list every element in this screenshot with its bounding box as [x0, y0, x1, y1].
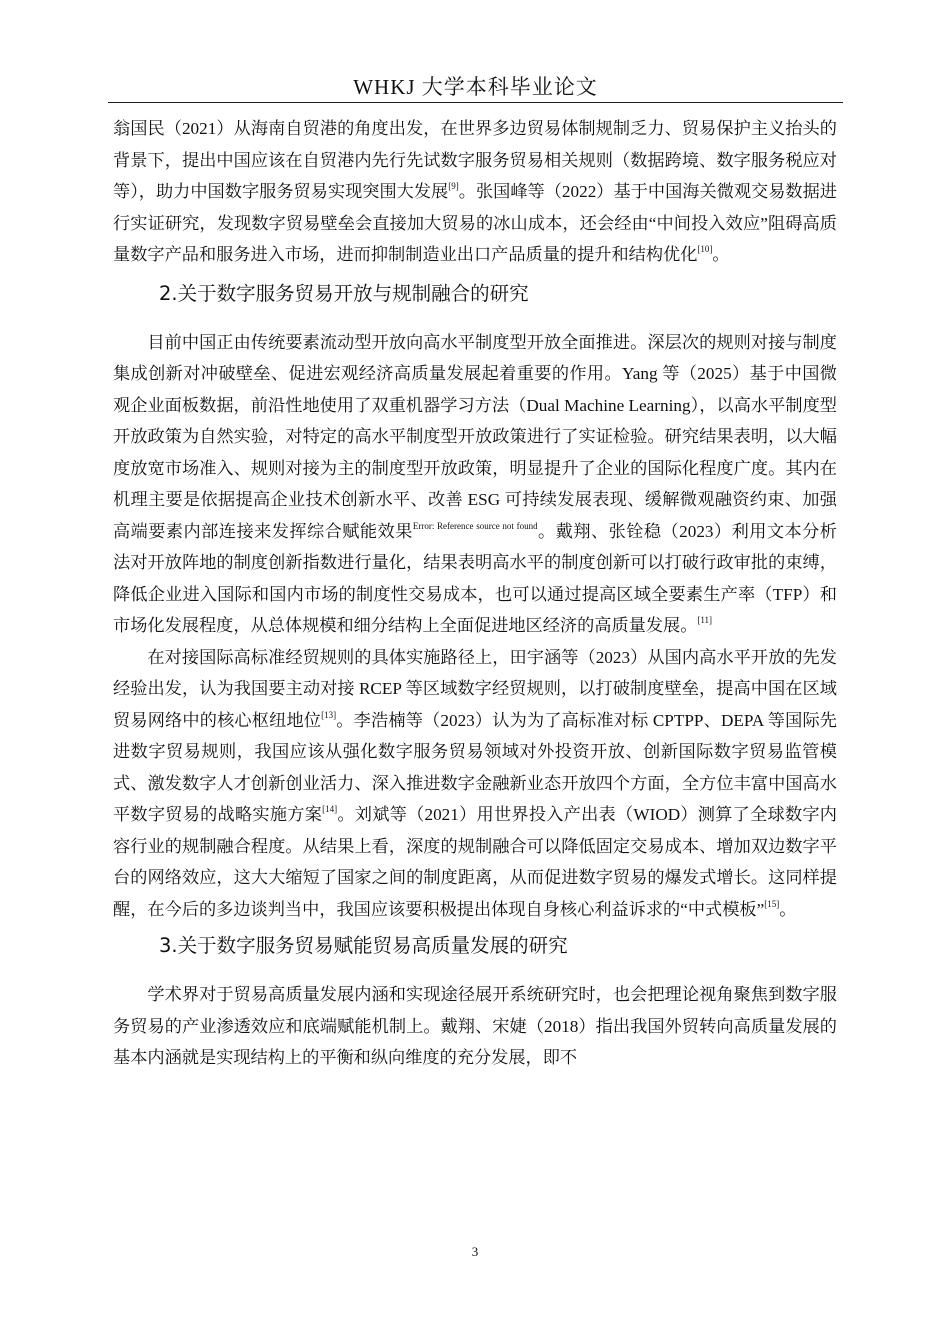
citation: [14]	[322, 804, 338, 814]
paragraph-text: 。	[779, 899, 797, 919]
citation: [13]	[321, 709, 337, 720]
paragraph-text: 在对接国际高标准经贸规则的具体实施路径上，田宇涵等（2023）从国内高水平开放的先发经验出发，认为我国要主动对接 RCEP 等区域数字经贸规则，以打破制度壁垒，提高中国在区域贸易网络中的核心枢纽地位	[113, 647, 837, 730]
page-header	[108, 72, 843, 103]
section-heading: 3.关于数字服务贸易赋能贸易高质量发展的研究	[159, 934, 568, 957]
paragraph-text: 。张国峰等（2022）基于中国海关微观交易数据进行实证研究，发现数字贸易壁垒会直接加大贸易的冰山成本，还会经由“中间投入效应”阻碍高质量数字产品和服务进入市场，进而抑制制造业出口产品质量的提升和结构优化	[113, 182, 837, 264]
paragraph-text: 翁国民（2021）从海南自贸港的角度出发，在世界多边贸易体制规制乏力、贸易保护主义抬头的背景下，提出中国应该在自贸港内先行先试数字服务贸易相关规则（数据跨境、数字服务税应对等），助力中国数字服务贸易实现突围大发展	[113, 119, 837, 201]
paragraph-text: 。刘斌等（2021）用世界投入产出表（WIOD）测算了全球数字内容行业的规制融合程度。从结果上看，深度的规制融合可以降低固定交易成本、增加双边数字平台的网络效应，这大大缩短了国家之间的制度距离，从而促进数字贸易的爆发式增长。这同样提醒，在今后的多边谈判当中，我国应该要积极提出体现自身核心利益诉求的“中式模板”	[113, 805, 837, 919]
paragraph-text: 。	[712, 245, 730, 264]
paragraph-text: 目前中国正由传统要素流动型开放向高水平制度型开放全面推进。深层次的规则对接与制度集成创新对冲破壁垒、促进宏观经济高质量发展起着重要的作用。Yang 等（2025）基于中国微观企业面板数据，前沿性地使用了双重机器学习方法（Dual Machine Learning），以高水平制度型开放政策为自然实验，对特定的高水平制度型开放政策进行了实证检验。研究结果表明，以大幅度放宽市场准入、规则对接为主的制度型开放政策，明显提升了企业的国际化程度广度。其内在机理主要是依据提高企业技术创新水平、改善 ESG 可持续发展表现、缓解微观融资约束、加强高端要素内部连接来发挥综合赋能效果	[113, 332, 837, 541]
citation: [11]	[697, 615, 713, 625]
paragraph: 学术界对于贸易高质量发展内涵和实现途径展开系统研究时，也会把理论视角聚焦到数字服务贸易的产业渗透效应和底端赋能机制上。戴翔、宋婕（2018）指出我国外贸转向高质量发展的基本内涵就是实现结构上的平衡和纵向维度的充分发展，即不	[113, 985, 837, 1067]
citation: [10]	[697, 244, 713, 254]
paragraph	[113, 642, 837, 926]
citation: [15]	[764, 898, 780, 909]
paragraph-text: 。李浩楠等（2023）认为为了高标准对标 CPTPP、DEPA 等国际先进数字贸易规则，我国应该从强化数字服务贸易领域对外投资开放、创新国际数字贸易监管模式、激发数字人才创新创业活力、深入推进数字金融新业态开放四个方面，全方位丰富中国高水平数字贸易的战略实施方案	[113, 710, 837, 824]
paragraph-text: 。戴翔、张铨稳（2023）利用文本分析法对开放阵地的制度创新指数进行量化，结果表明高水平的制度创新可以打破行政审批的束缚，降低企业进入国际和国内市场的制度性交易成本，也可以通过提高区域全要素生产率（TFP）和市场化发展程度，从总体规模和细分结构上全面促进地区经济的高质量发展。	[113, 521, 837, 635]
section-heading: 2.关于数字服务贸易开放与规制融合的研究	[159, 281, 529, 305]
paragraph-continuation	[113, 113, 837, 271]
citation-error: Error: Reference source not found	[412, 520, 538, 531]
header-title: WHKJ 大学本科毕业论文	[353, 75, 598, 99]
paragraph	[113, 327, 837, 642]
page-number: 3	[471, 1244, 479, 1259]
page-body	[113, 113, 837, 1074]
citation: [9]	[448, 181, 459, 191]
